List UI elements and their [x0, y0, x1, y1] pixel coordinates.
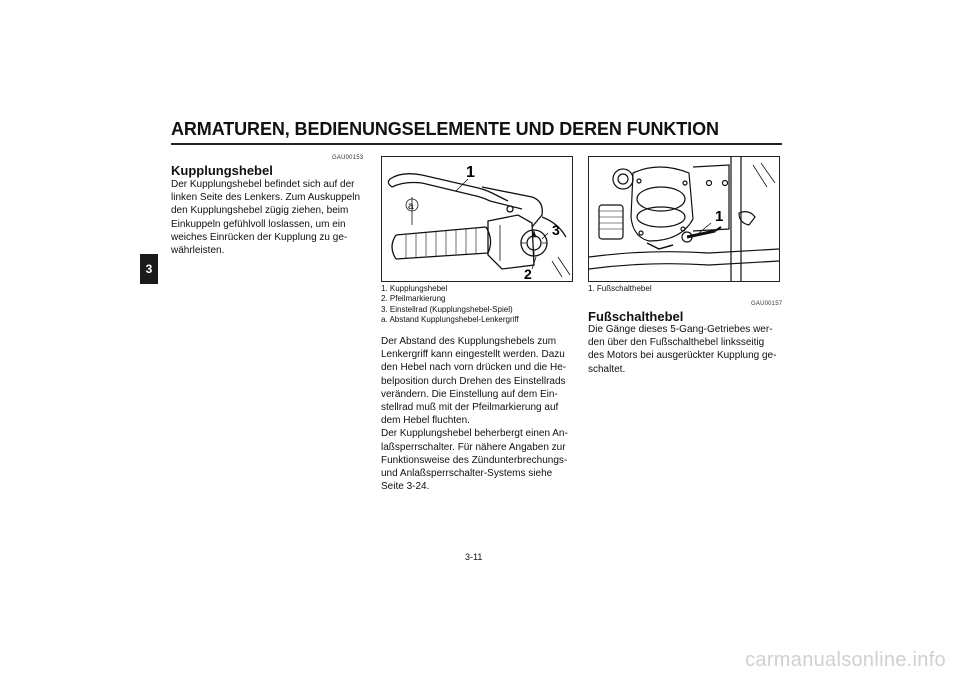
text-line: des Motors bei ausgerückter Kupplung ge-	[588, 350, 777, 362]
text-line: stellrad muß mit der Pfeilmarkierung auf	[381, 402, 559, 414]
text-line: währleisten.	[171, 245, 225, 257]
text-line: belposition durch Drehen des Einstellrads	[381, 375, 566, 387]
callout-a: a	[408, 201, 414, 212]
text-line: Einkuppeln gefühlvoll loslassen, um ein	[171, 218, 346, 230]
text-line: verändern. Die Einstellung auf dem Ein-	[381, 388, 558, 400]
text-line: Der Kupplungshebel befindet sich auf der	[171, 179, 355, 190]
section-code: GAU00153	[332, 155, 364, 161]
text-line: den Hebel nach vorn drücken und die He-	[381, 362, 567, 374]
clutch-lever-figure	[381, 156, 573, 282]
callout-2: 2	[524, 266, 532, 281]
callout-1: 1	[466, 164, 475, 181]
text-line: den über den Fußschalthebel linksseitig	[588, 337, 765, 349]
watermark: carmanualsonline.info	[745, 649, 946, 671]
text-line: Die Gänge dieses 5-Gang-Getriebes wer-	[588, 324, 773, 335]
shift-pedal-illustration	[589, 157, 779, 281]
text-line: Lenkergriff kann eingestellt werden. Dazu	[381, 349, 565, 361]
text-line: Der Kupplungshebel beherbergt einen An-	[381, 428, 568, 440]
callout-3: 3	[552, 222, 560, 238]
text-line: Funktionsweise des Zündunterbrechungs-	[381, 454, 568, 466]
chapter-tab: 3	[140, 254, 158, 284]
text-line: und Anlaßsperrschalter-Systems siehe	[381, 468, 553, 480]
callout-1: 1	[715, 208, 724, 225]
clutch-lever-caption	[381, 284, 519, 325]
section-code: GAU00157	[751, 301, 783, 307]
text-line: weiches Einrücken der Kupplung zu ge-	[171, 231, 348, 243]
text-line: Seite 3-24.	[381, 481, 430, 493]
caption-item: a. Abstand Kupplungshebel-Lenkergriff	[381, 314, 519, 324]
section-title-shift-pedal: Fußschalthebel	[588, 309, 684, 324]
caption-item: 1. Kupplungshebel	[381, 284, 448, 293]
clutch-adjustment-paragraph	[381, 335, 568, 493]
clutch-lever-paragraph	[171, 178, 360, 257]
text-line: Der Abstand des Kupplungshebels zum	[381, 336, 557, 347]
clutch-lever-illustration	[382, 157, 572, 281]
text-line: schaltet.	[588, 363, 626, 375]
shift-pedal-figure	[588, 156, 780, 282]
section-title-clutch-lever: Kupplungshebel	[171, 163, 273, 178]
text-line: den Kupplungshebel zügig ziehen, beim	[171, 205, 349, 217]
text-line: dem Hebel fluchten.	[381, 415, 470, 427]
header-rule	[171, 143, 782, 145]
shift-pedal-caption	[588, 284, 652, 294]
text-line: linken Seite des Lenkers. Zum Auskuppeln	[171, 192, 360, 204]
page-title: ARMATUREN, BEDIENUNGSELEMENTE UND DEREN FUNKTION	[171, 119, 719, 139]
caption-item: 3. Einstellrad (Kupplungshebel-Spiel)	[381, 304, 513, 314]
caption-item: 2. Pfeilmarkierung	[381, 294, 446, 304]
caption-item: 1. Fußschalthebel	[588, 284, 652, 293]
text-line: laßsperrschalter. Für nähere Angaben zur	[381, 441, 566, 453]
page-number: 3-11	[465, 552, 483, 562]
shift-pedal-paragraph	[588, 323, 776, 376]
